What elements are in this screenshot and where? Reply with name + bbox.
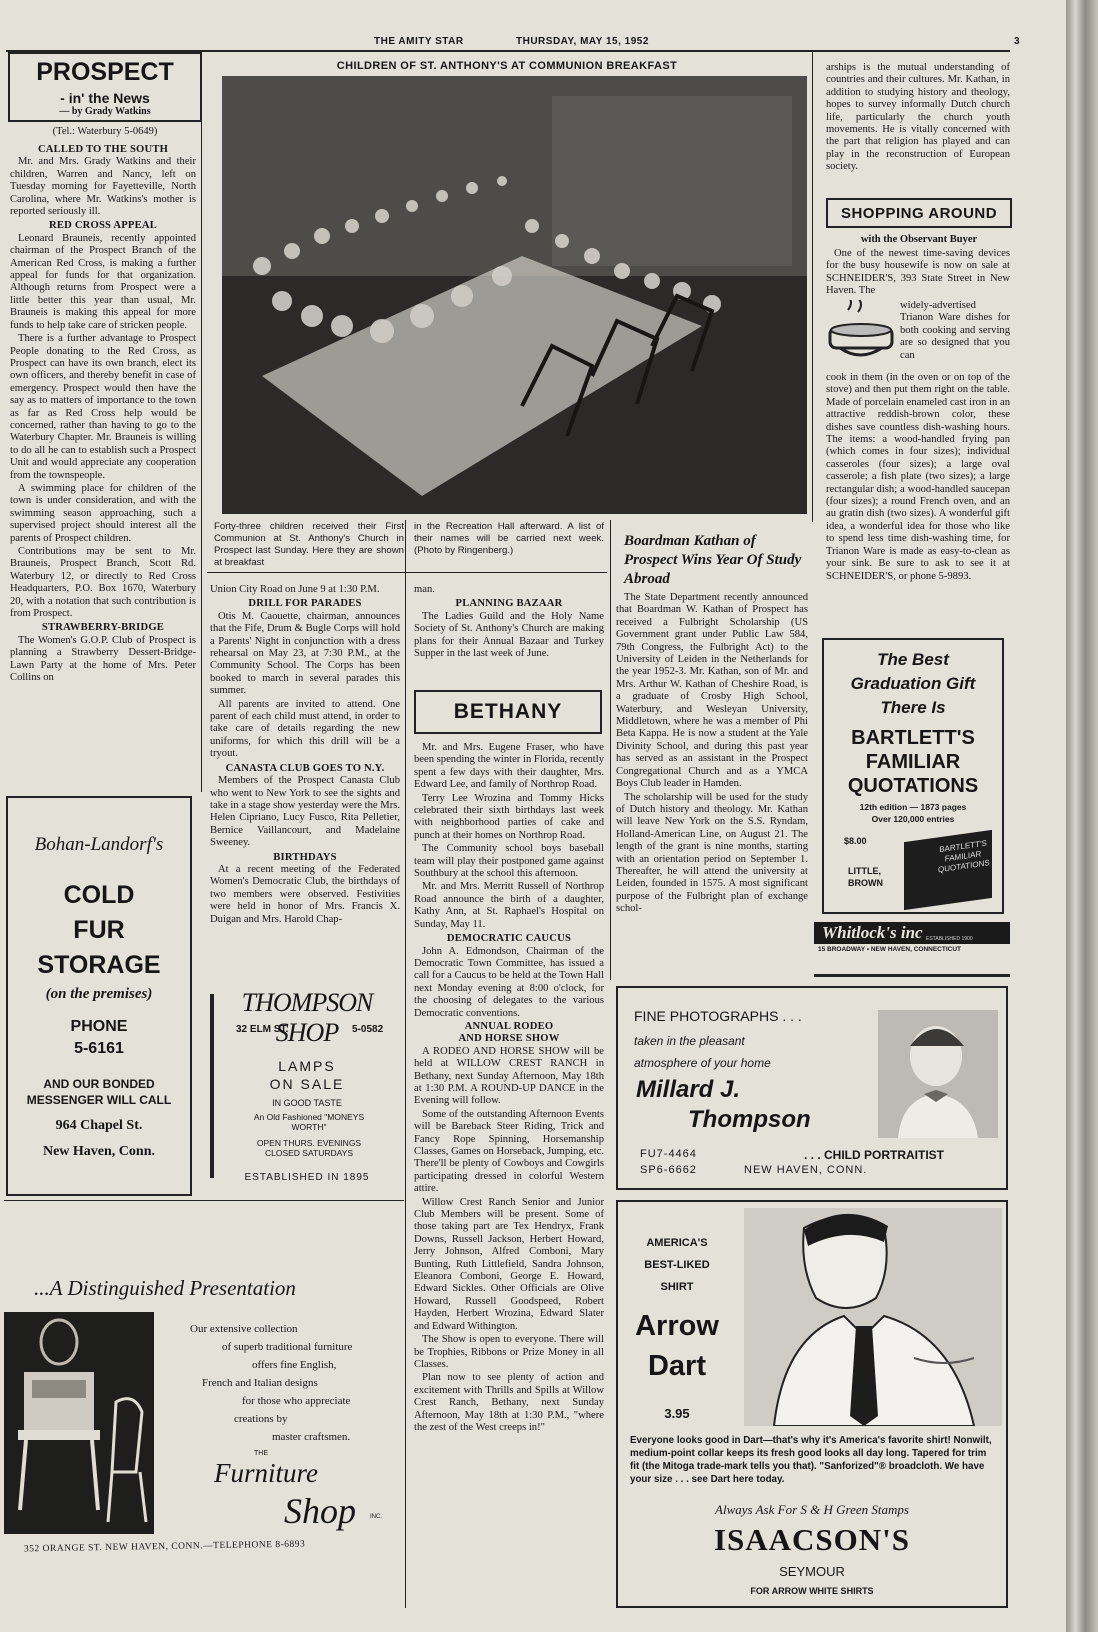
paragraph: Otis M. Caouette, chairman, announces that the Fife, Drum & Bugle Corps will hold a Parents' Night in conjunction with a dress rehearsal on May 23, at 7:30 P.M., at the Community School. The Corps has been booked to march in several parades this summer. [210,610,400,697]
thompson-established: ESTABLISHED IN 1895 [244,1172,370,1183]
bohan-headline [8,878,190,983]
desk-chair-illustration [4,1312,154,1534]
thompson-phone: 5-0582 [352,1024,384,1035]
paragraph: Mr. and Mrs. Eugene Fraser, who have been spending the winter in Florida, recently spent a few days with their daughter, Mrs. Edward Lee, and family of Northrop Road. [414,742,604,791]
shopping-body [826,372,1010,632]
title-line: FAMILIAR [865,751,961,773]
millard-phone-1: FU7-4464 [640,1148,697,1160]
title-line: QUOTATIONS [847,775,979,797]
tagline-line: Graduation Gift [850,674,976,693]
bohan-street: 964 Chapel St. [55,1118,143,1133]
copy-line: master craftsmen. [272,1431,351,1443]
copy-line: for those who appreciate [242,1395,351,1407]
section-heading: CALLED TO THE SOUTH [37,144,169,155]
bartletts-ad [822,638,1004,914]
prospect-tel: (Tel.: Waterbury 5-0649) [52,126,158,137]
shopping-body-narrow [900,300,1010,372]
thompson-money: An Old Fashioned "MONEYS WORTH" [253,1112,365,1132]
thompson-shop-logo: THOMPSON SHOP [241,988,373,1047]
isaacsons-footer: FOR ARROW WHITE SHIRTS [750,1586,874,1596]
millard-city: NEW HAVEN, CONN. [744,1164,868,1176]
section-heading: ANNUAL RODEO [464,1020,554,1032]
paragraph: The Women's G.O.P. Club of Prospect is planning a Strawberry Dessert-Bridge-Lawn Party at the home of Mrs. Peter Collins on [10,634,196,684]
copy-line: offers fine English, [252,1359,337,1371]
brand-line: Arrow [635,1310,719,1342]
millard-name1: Millard J. [636,1076,741,1103]
section-heading: DRILL FOR PARADES [248,598,362,610]
column-rule [610,520,611,980]
furniture-inc: INC. [370,1514,382,1520]
paragraph: Contributions may be sent to Mr. Brauneis, Prospect Branch, Scott Rd. Waterbury 12, or directly to Red Cross Headquarters, P.O. Box 1670, Waterbury 20, with a notation that such contribution is from Prospect. [10,546,196,620]
column-four [616,592,808,978]
kathan-headline: Boardman Kathan of Prospect Wins Year Of Study Abroad [624,533,802,587]
arrow-brand [622,1306,732,1386]
furniture-photo [4,1312,154,1534]
bartletts-price: $8.00 [844,836,867,846]
whitlocks-logo: Whitlock's inc [822,923,923,942]
paragraph: Some of the outstanding Afternoon Events will be Bareback Steer Riding, Trick and Fancy Rope Spinning, Horsemanship Classes, Games on Horseback, Jumping, etc. There'll be plenty of Cowboys and Cowgirls participating dressed in colorful Western attire. [414,1108,604,1195]
paragraph: cook in them (in the oven or on top of the stove) and then put them right on the table. Made of porcelain enameled cast iron in an attractive reddish-brown color, these dishes save countless dish-washing hours. The items: a wood-handled frying pan (which comes in four sizes); individual casseroles (four sizes); a large oval casserole; a fish plate (two sizes); a large rectangular dish; a wood-handled saucepan (four sizes); a round French oven, and an au gratin dish (two sizes). A wonderful gift idea, a wonderful idea for those who like to spend less time dish-washing time, for Trianon Ware is made as easy-to-clean as your sink. Be sure to ask to see it at SCHNEIDER'S, or phone 5-9893. [826,372,1010,582]
prospect-masthead [8,52,202,122]
bohan-phone: 5-6161 [74,1040,124,1057]
ad-rule [4,1200,404,1201]
headline-line: STORAGE [37,951,161,979]
furniture-copy [190,1320,352,1446]
millard-line1: FINE PHOTOGRAPHS . . . [634,1008,802,1024]
column-two [210,584,400,976]
paragraph: The scholarship will be used for the study of Dutch history and theology. Mr. Kathan will leave New York on the S.S. Ryndam, Holland-American Line, on August 21. The length of the grant is nine months, starting with an orientation period on September 1. Thereafter, he will attend the university at Leiden, founded in 1575. A most significant purpose of the Fulbright plan of exchange schol- [616,791,808,915]
column-five-top [826,62,1010,188]
shirt-model-illustration [744,1208,1002,1426]
isaacsons-town: SEYMOUR [779,1564,845,1579]
photo-caption-left: Forty-three children received their First Communion at St. Anthony's Church in Prospect last Sunday. Here they are shown at breakfast [214,521,404,568]
column-rule [812,52,813,522]
title-line: BARTLETT'S [851,727,975,749]
furniture-logo-2: Shop [284,1491,356,1531]
shopping-intro [826,248,1010,300]
page-number: 3 [1014,36,1021,47]
thompson-taste: IN GOOD TASTE [272,1098,342,1108]
issue-date: THURSDAY, MAY 15, 1952 [516,36,649,47]
thompson-hours: OPEN THURS. EVENINGS CLOSED SATURDAYS [256,1138,362,1158]
photo-illustration [222,76,807,514]
millard-name2: Thompson [688,1106,811,1133]
section-heading: STRAWBERRY-BRIDGE [41,622,165,634]
thompson-onsale: ON SALE [269,1076,345,1092]
thompson-address: 32 ELM ST. [236,1024,289,1035]
column-rule [201,52,202,792]
copy-line: Our extensive collection [190,1323,298,1335]
headline-line: COLD [63,881,135,909]
bartletts-title [824,726,1002,798]
bohan-landorf-ad [6,796,192,1196]
bethany-heading: BETHANY [453,700,563,723]
book-illustration [904,830,992,910]
paragraph: Mr. and Mrs. Merritt Russell of Northrop Road announce the birth of a daughter, Kathy Ann, at St. Raphael's Hospital on Sunday, May 11. [414,881,604,930]
copy-line: creations by [234,1413,288,1425]
shopping-around-box [826,198,1012,228]
paragraph: Leonard Brauneis, recently appointed chairman of the Prospect Branch of the American Red Cross, is making a further appeal for funds for that organization. Although returns from Prospect were a little better this year than usual, Mr. Brauneis is making this appeal for more funds to help take care of stricken people. [10,232,196,331]
paragraph: arships is the mutual understanding of countries and their cultures. Mr. Kathan, in addition to studying history and theology, hopes to survey informally Dutch church life, particularly the church youth movements. He is vitally concerned with the part that religion has played and can play in the reconstruction of European society. [826,62,1010,173]
section-heading: RED CROSS APPEAL [49,220,157,232]
book-spine-text: BARTLETT'S FAMILIAR QUOTATIONS [938,838,990,875]
arrow-price: 3.95 [664,1406,690,1421]
paragraph: The State Department recently announced that Boardman W. Kathan of Prospect has received a Fulbright Scholarship (US Government grant under Public Law 584, 79th Congress, the Fulbright Act) to the University of Leiden in the Netherlands for the year 1952-3. Mr. Kathan, son of Mr. and Mrs. Arthur W. Kathan of Cheshire Road, is a graduate of Crosby High School, Waterbury, and Wesleyan University, Middletown, where he was a member of Phi Beta Kappa. He is now a student at the Yale Divinity School, and during this past year has served as an assistant in the Prospect Congregational Church and as a YMCA Boys Club leader in Hamden. [616,592,808,790]
millard-phone-2: SP6-6662 [640,1164,697,1176]
whitlocks-address: 15 BROADWAY • NEW HAVEN, CONNECTICUT [818,946,962,953]
paper-name: THE AMITY STAR [374,36,464,47]
isaacsons-logo: ISAACSON'S [713,1522,911,1557]
paragraph: man. [414,584,435,595]
binding-edge [1066,0,1098,1632]
bartletts-edition: 12th edition — 1873 pages [859,802,967,812]
paragraph: John A. Edmondson, Chairman of the Democratic Town Committee, has issued a call for a Caucus to be held at the Town Hall next Monday evening at 8:00 o'clock, for the choosing of delegates to the various Democratic conventions. [414,945,604,1019]
photo-headline: CHILDREN OF ST. ANTHONY'S AT COMMUNION BREAKFAST [336,60,678,72]
prospect-news [10,142,196,778]
paragraph: Members of the Prospect Canasta Club who went to New York to see the sights and take in a stage show yesterday were the Mrs. Helen Cipriano, Lucy Fusco, Rita Pelletier, Bernice Vaillancourt, and Madelaine Sweeney. [210,775,400,849]
bohan-phone-label: PHONE [70,1018,128,1035]
paragraph: A RODEO AND HORSE SHOW will be held at WILLOW CREST RANCH in Bethany, next Sunday Afternoon, May 18th at 1:30 P.M. A ROUND-UP DANCE in the Evening will follow. [414,1045,604,1107]
paragraph: The Community school boys baseball team will play their postponed game against Southbury at the school this afternoon. [414,843,604,880]
paragraph: All parents are invited to attend. One parent of each child must attend, in order to take care of details regarding the new uniforms, for which this drill will be a tryout. [210,698,400,760]
furniture-headline: ...A Distinguished Presentation [34,1276,296,1300]
copy-line: French and Italian designs [202,1377,318,1389]
millard-line3: atmosphere of your home [634,1056,771,1070]
prospect-title: PROSPECT [36,58,174,86]
paragraph: Willow Crest Ranch Senior and Junior Club Members will be present. Some of those taking part are Tex Hendryx, Frank Downs, Russell Jackson, Herbert Howard, Jerry Johnson, Alfred Comboni, Mary Bunting, Ruth Littlefield, Sandra Johnson, Eleanora Comboni, George E. Howard, Edward Sickles. Other Officials are Olive Howard, Russell Goodspeed, Robert Hayden, Herbert Wrozina, Edward Slater and Edward Withington. [414,1196,604,1332]
millard-role: . . . CHILD PORTRAITIST [804,1148,944,1162]
bohan-premises: (on the premises) [45,986,153,1002]
paragraph: widely-advertised Trianon Ware dishes for both cooking and serving are so designed that you can [900,300,1010,361]
ad-rule [814,974,1010,977]
section-heading: BIRTHDAYS [273,851,337,863]
shopping-title: SHOPPING AROUND [840,205,998,222]
publisher-line: BROWN [848,878,883,888]
column-three-top [414,584,604,696]
casserole-icon [826,300,898,368]
child-portrait-photo [878,1010,998,1138]
millard-thompson-ad [616,986,1008,1190]
thompson-shop-ad [206,988,402,1188]
paragraph: Terry Lee Wrozina and Tommy Hicks celebrated their sixth birthdays last week with neighborhood parties of cake and punch at their homes on Northrop Road. [414,792,604,841]
paragraph: The Ladies Guild and the Holy Name Society of St. Anthony's Church are making plans for their Annual Bazaar and Turkey Supper in the last week of June. [414,610,604,660]
prospect-subtitle: - in' the News [60,90,150,106]
tagline-line: AMERICA'S [646,1237,708,1249]
child-portrait-illustration [878,1010,998,1138]
section-heading: CANASTA CLUB GOES TO N.Y. [225,762,385,774]
paragraph: The Show is open to everyone. There will be Trophies, Ribbons or Prize Money in all Classes. [414,1334,604,1370]
bohan-name: Bohan-Landorf's [34,834,164,855]
photo-caption-right: in the Recreation Hall afterward. A list of their names will be carried next week. (Photo by Ringenberg.) [414,521,604,556]
headline-line: FUR [73,916,125,944]
furniture-the: THE [254,1450,268,1457]
millard-line2: taken in the pleasant [634,1034,745,1048]
bethany-box [414,690,602,734]
brand-line: Dart [647,1350,706,1382]
green-stamps-line: Always Ask For S & H Green Stamps [715,1502,909,1517]
furniture-address: 352 ORANGE ST. NEW HAVEN, CONN.—TELEPHONE 8-6893 [23,1539,306,1555]
man-in-shirt-drawing [744,1208,1002,1426]
tagline-line: SHIRT [660,1281,694,1293]
copy-line: of superb traditional furniture [222,1341,353,1353]
bohan-city: New Haven, Conn. [42,1144,155,1159]
paragraph: One of the newest time-saving devices for the busy housewife is now on sale at SCHNEIDER'S, 393 State Street in New Haven. The [826,248,1010,297]
column-three [414,742,604,1602]
paragraph: Mr. and Mrs. Grady Watkins and their children, Warren and Nancy, left on Tuesday morning for Fayetteville, North Carolina, where Mr. Watkins's mother is reported seriously ill. [10,156,196,218]
column-rule [405,520,406,1608]
section-heading: PLANNING BAZAAR [455,598,563,610]
arrow-dart-ad [616,1200,1008,1608]
publisher-line: LITTLE, [848,866,881,876]
shopping-byline: with the Observant Buyer [860,234,978,245]
tagline-line: There Is [880,698,946,717]
arrow-tagline [622,1232,732,1298]
paragraph: Plan now to see plenty of action and excitement with Thrills and Spills at Willow Crest Ranch, Bethany, next Sunday Afternoon, May 18th at 1:30 P.M., "where the zest of the West creeps in!" [414,1372,604,1433]
whitlocks-est: ESTABLISHED 1900 [926,936,973,942]
section-heading: AND HORSE SHOW [458,1033,560,1045]
furniture-logo-1: Furniture [214,1458,318,1488]
tagline-line: The Best [877,650,949,669]
whitlocks-ad [814,922,1010,953]
tagline-line: BEST-LIKED [644,1259,710,1271]
bartletts-entries: Over 120,000 entries [871,814,955,824]
thompson-lamps: LAMPS [278,1058,336,1074]
arrow-copy: Everyone looks good in Dart—that's why it's America's favorite shirt! Nonwilt, medium-point collar keeps its fresh good looks all day long. Tapered for trim fit (the Mitoga trade-mark tells you that). "Sanforized"® broadcloth. We have your size . . . see Dart here today. [630,1435,992,1485]
prospect-byline: — by Grady Watkins [59,106,151,117]
paragraph: A swimming place for children of the town is under consideration, and with the swimming season approaching, such a supervised project should interest all the parents of Prospect children. [10,482,196,544]
section-heading: DEMOCRATIC CAUCUS [446,933,572,945]
bohan-messenger: AND OUR BONDED MESSENGER WILL CALL [26,1077,172,1107]
paragraph: There is a further advantage to Prospect People donating to the Red Cross, as Prospect can have its own branch, elect its own officers, and thereby benefit in case of emergency. Prospect would then have the say as to matters of importance to the town as far as Red Cross help would be concerned, rather than having to go to the Waterbury Chapter. Mr. Brauneis is willing to do all he can to establish such a Prospect Unit and would appreciate any cooperation from the townspeople. [10,333,196,481]
caption-rule [207,572,607,573]
furniture-shop-ad [4,1206,404,1612]
communion-breakfast-photo [222,76,807,514]
paragraph: Union City Road on June 9 at 1:30 P.M. [210,584,380,595]
bartletts-tagline [824,648,1002,720]
paragraph: At a recent meeting of the Federated Women's Democratic Club, the birthdays of two members were observed. Festivities were held in honor of Mrs. Francis X. Duigan and Mrs. Harold Chap- [210,863,400,925]
